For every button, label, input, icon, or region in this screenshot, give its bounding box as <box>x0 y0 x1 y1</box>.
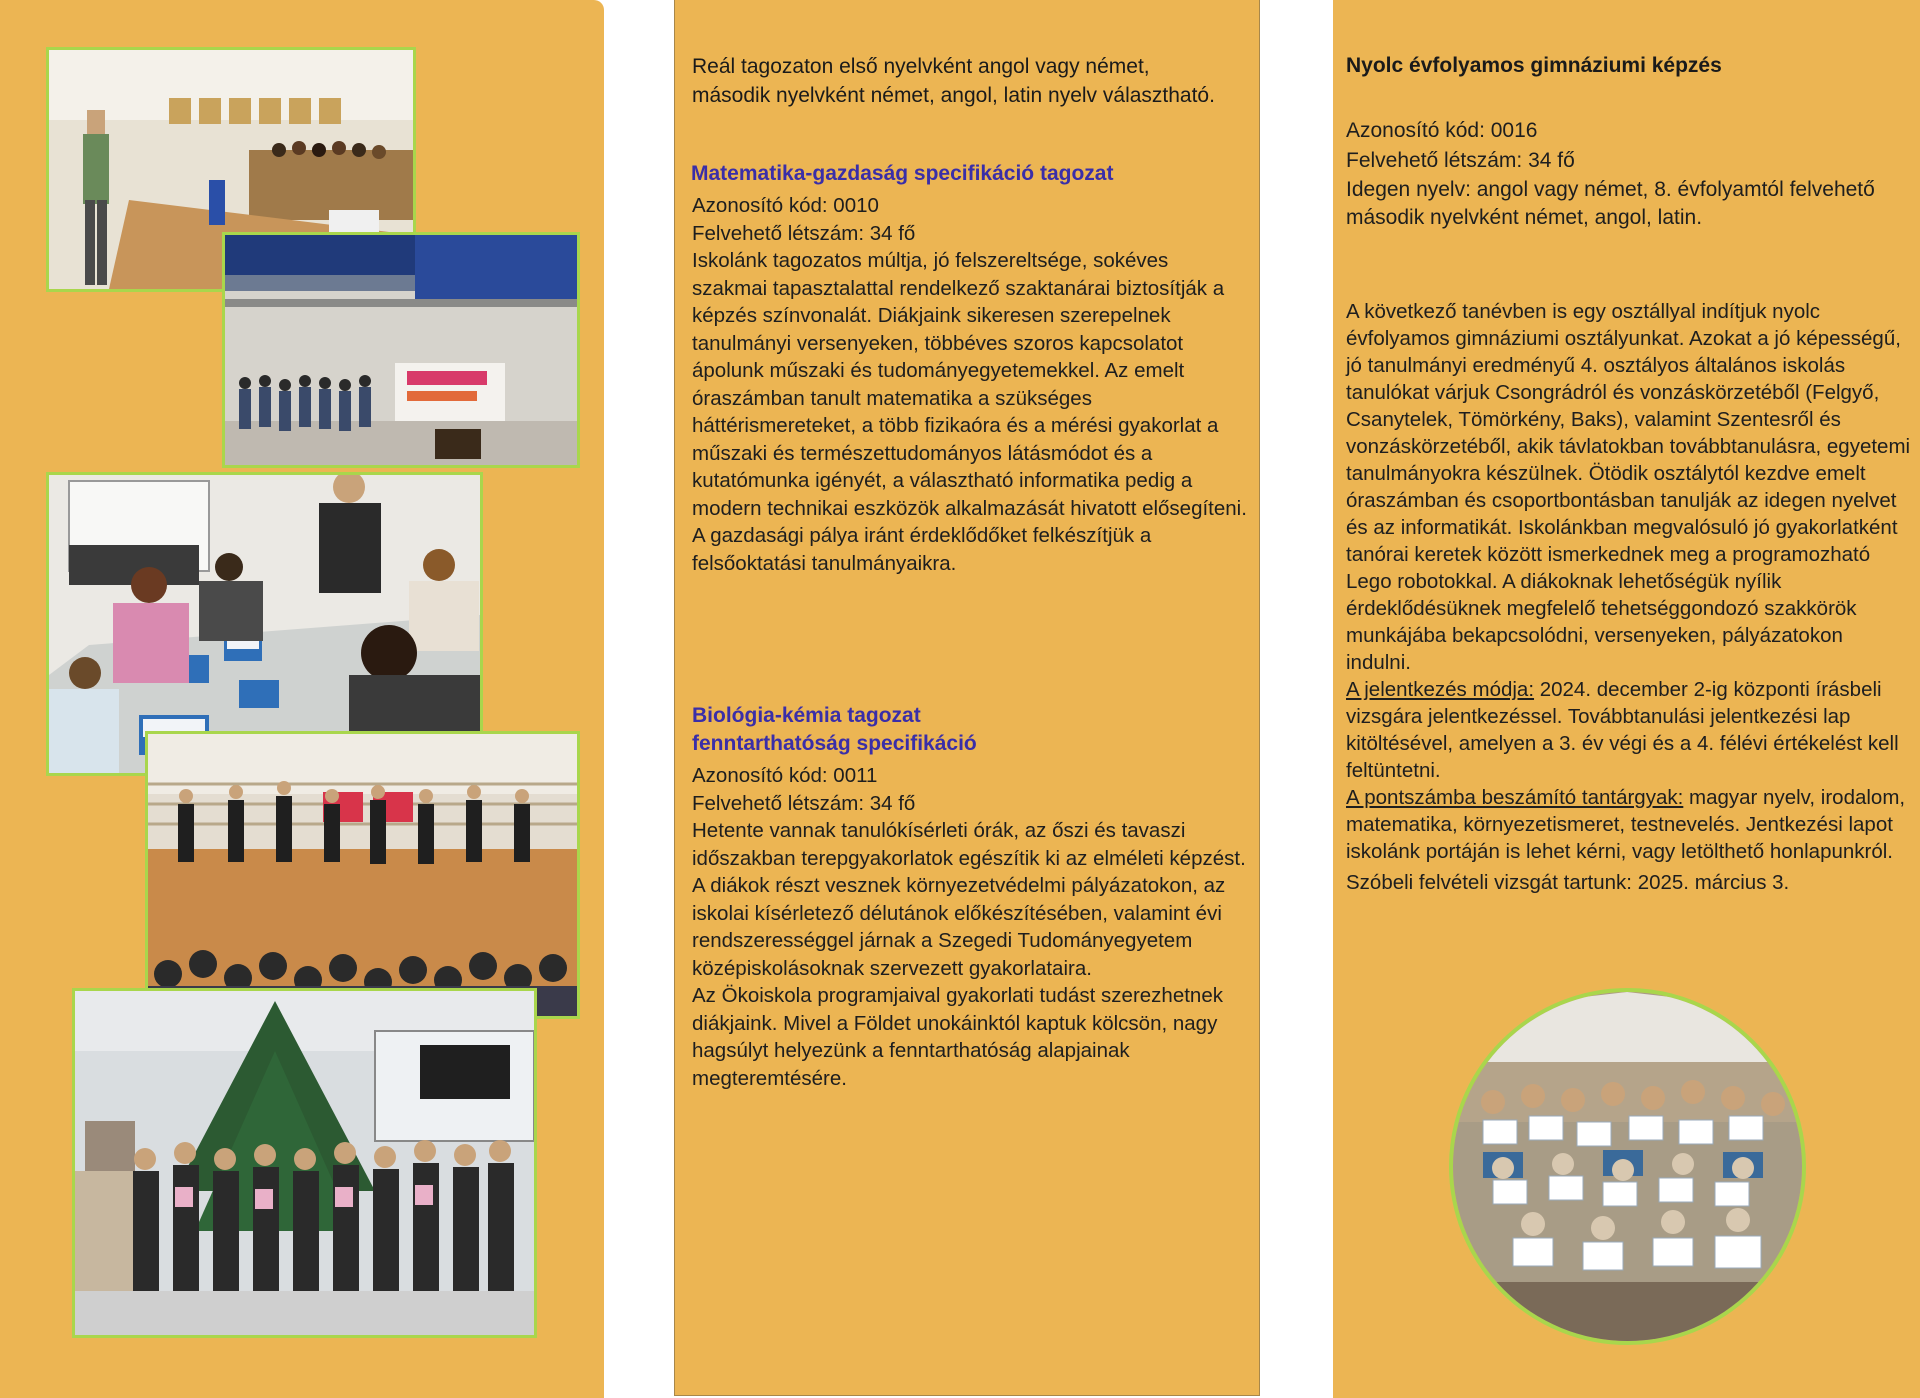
right-title: Nyolc évfolyamos gimnáziumi képzés <box>1346 54 1722 77</box>
section2-body: Hetente vannak tanulókísérleti órák, az őszi és tavaszi időszakban terepgyakorlatok egészítik ki az elméleti képzést. A diákok részt vesznek környezetvédelmi pályázatokon, az iskolai kísérletező délutánok előkészítésében, valamint évi rendszerességgel járnak a Szegedi Tudományegyetem középiskolásoknak szervezett gyakorlataira. <box>692 819 1246 980</box>
section2-body2: Az Ökoiskola programjaival gyakorlati tudást szerezhetnek diákjaink. Mivel a Földet unokáinktól kaptuk kölcsön, nagy hagsúlyt helyezünk a fenntarthatóság alapjainak megteremtésére. <box>692 984 1223 1090</box>
right-subjects <box>1346 784 1911 865</box>
right-header-text <box>1346 116 1906 232</box>
photo-school-hall-event <box>222 232 580 468</box>
section1-body2: A gazdasági pálya iránt érdeklődőket felkészítjük a felsőoktatási tanulmányaikra. <box>692 524 1152 575</box>
right-code: Azonosító kód: 0016 <box>1346 119 1538 142</box>
section1-text <box>692 192 1262 577</box>
section1-capacity: Felvehető létszám: 34 fő <box>692 221 916 245</box>
right-oral-exam: Szóbeli felvételi vizsgát tartunk: 2025. március 3. <box>1346 871 1790 894</box>
section1-body: Iskolánk tagozatos múltja, jó felszereltsége, sokéves szakmai tapasztalattal rendelkező szaktanárai biztosítják a képzés színvonalát. Diákjaink sikeresen szerepelnek tanulmányi versenyeken, többéves szoros kapcsolatot ápolunk műszaki és tudományegyetemekkel. Az emelt óraszámban tanult matematika a szükséges háttérismereteket, a több fizikaóra és a mérési gyakorlat a műszaki és természettudományos látásmódot és a kutatómunka igényét, a választható informatika pedig a modern technikai eszközök alkalmazását hivatott elősegíteni. <box>692 249 1247 520</box>
section1-code: Azonosító kód: 0010 <box>692 194 879 217</box>
left-panel <box>0 0 604 1398</box>
right-body-text <box>1346 298 1911 896</box>
section2-title-line1: Biológia-kémia tagozat <box>692 704 921 727</box>
section2-text <box>692 762 1262 1092</box>
subjects-text: magyar nyelv, irodalom, matematika, környezetismeret, testnevelés. Jentkezési lapot iskolánk portáján is lehet kérni, vagy letölthető honlapunkról. <box>1346 786 1906 863</box>
section1-title: Matematika-gazdaság specifikáció tagozat <box>691 162 1114 185</box>
right-apply <box>1346 676 1911 784</box>
apply-label: A jelentkezés módja: <box>1346 678 1535 701</box>
section2-title-line2: fenntarthatóság specifikáció <box>692 732 977 755</box>
section2-capacity: Felvehető létszám: 34 fő <box>692 791 916 815</box>
photo-christmas-group <box>72 988 537 1338</box>
intro-text: Reál tagozaton első nyelvként angol vagy német, második nyelvként német, angol, latin nyelv választható. <box>692 55 1215 107</box>
right-language: Idegen nyelv: angol vagy német, 8. évfolyamtól felvehető második nyelvként német, angol, latin. <box>1346 178 1875 229</box>
photo-students-certificates <box>1449 988 1806 1345</box>
subjects-label: A pontszámba beszámító tantárgyak: <box>1346 786 1684 809</box>
right-body: A következő tanévben is egy osztállyal indítjuk nyolc évfolyamos gimnáziumi osztályunkat. Azokat a jó képességű, jó tanulmányi eredményű 4. osztályos általános iskolás tanulókat várjuk Csongrádról és vonzáskörzetéből (Felgyő, Csanytelek, Tömörkény, Baks), valamint Szentesről és vonzáskörzetéből, akik távlatokban továbbtanulásra, egyetemi tanulmányokra készülnek. Ötödik osztálytól kezdve emelt óraszámban és csoportbontásban tanulják az idegen nyelvet és az informatikát. Iskolánkban megvalósuló jó gyakorlatként tanórai keretek között ismerkednek meg a programozható Lego robotokkal. A diákoknak lehetőségük nyílik érdeklődésüknek megfelelő tehetséggondozó szakkörök munkájába bekapcsolódni, versenyeken, pályázatokon indulni. <box>1346 300 1911 674</box>
section2-title <box>692 702 1212 758</box>
apply-text: 2024. december 2-ig központi írásbeli vizsgára jelentkezéssel. Továbbtanulási jelentkezési lap kitöltésével, amelyen a 3. év végi és a 4. félévi értékelést kell feltüntetni. <box>1346 678 1899 782</box>
right-capacity: Felvehető létszám: 34 fő <box>1346 149 1575 172</box>
section2-code: Azonosító kód: 0011 <box>692 764 878 787</box>
photo-gym-dance <box>145 731 580 1019</box>
